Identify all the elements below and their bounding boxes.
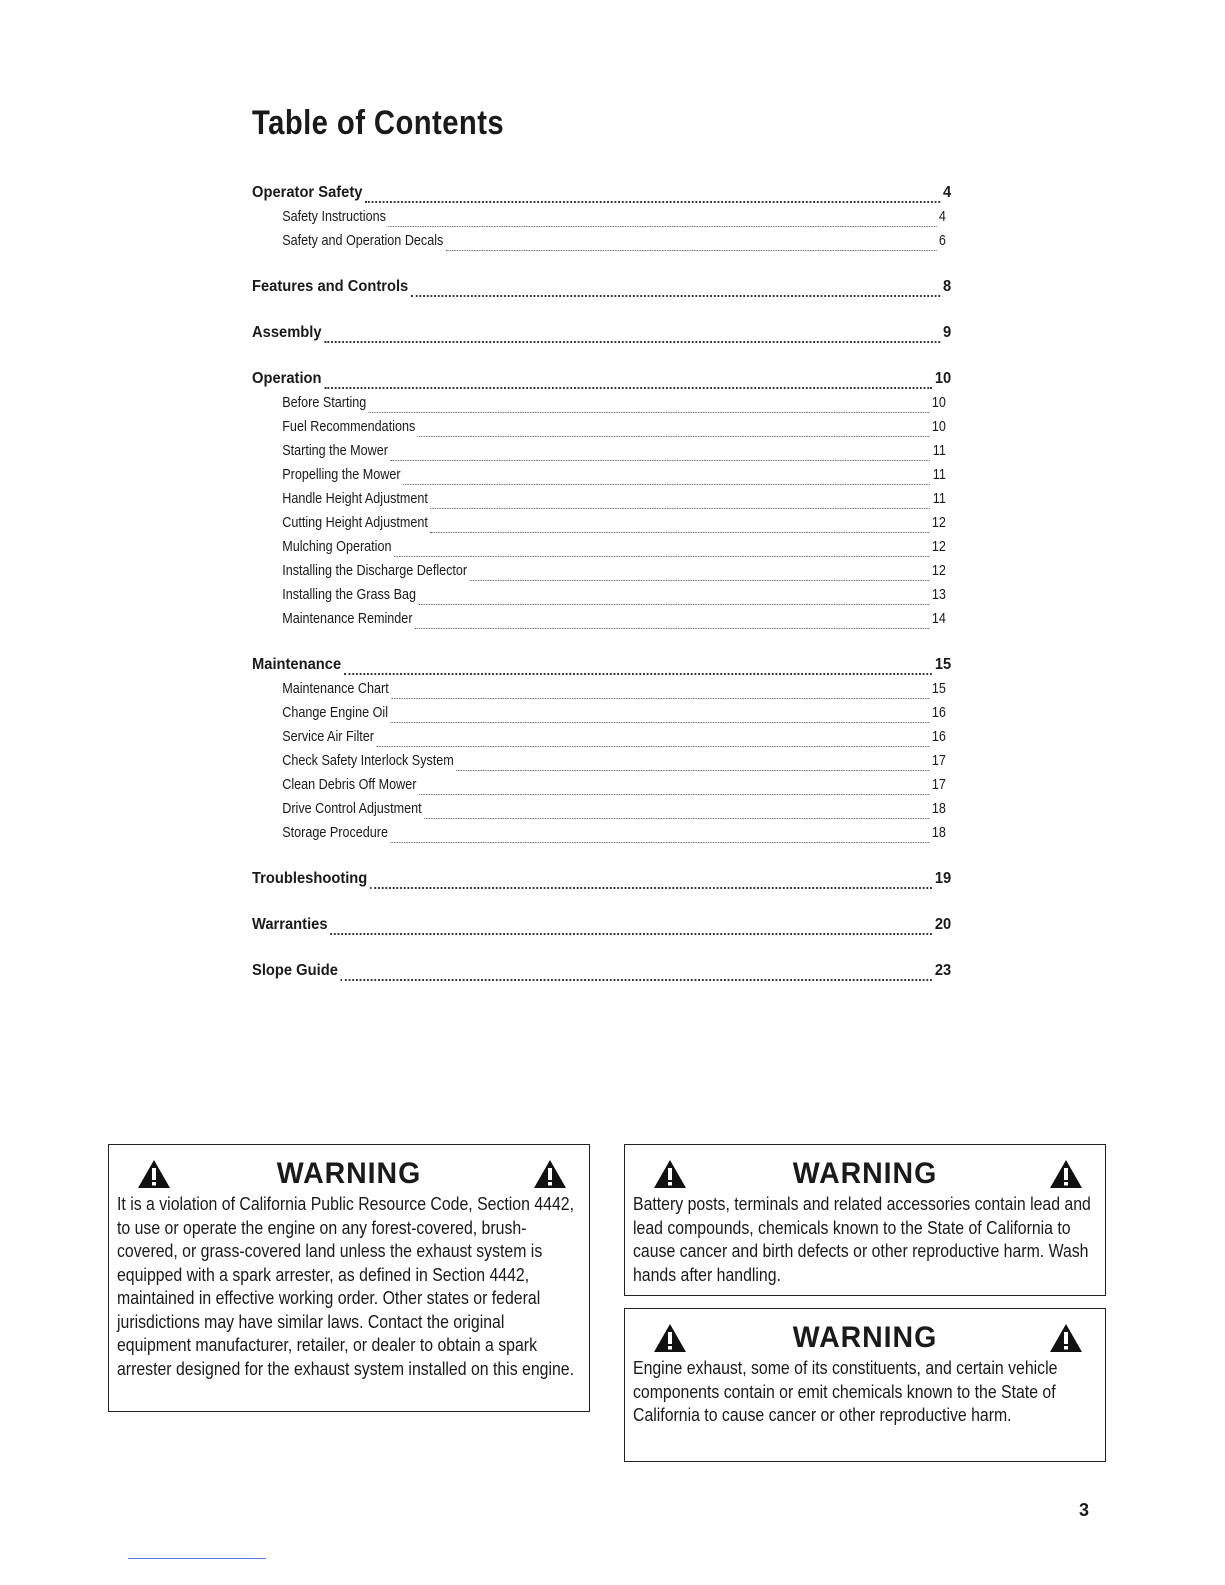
toc-subentry-page: 6	[938, 232, 946, 249]
toc-leader-dots	[419, 794, 929, 795]
toc-subentry-page: 10	[931, 394, 946, 411]
toc-subentry-label: Starting the Mower	[282, 442, 388, 459]
toc-subentry-page: 11	[932, 466, 946, 483]
warning-triangle-icon	[533, 1159, 567, 1189]
toc-subentry[interactable]	[252, 776, 946, 800]
warning-box-engine-exhaust	[624, 1308, 1106, 1462]
toc-subentry[interactable]	[252, 562, 946, 586]
toc-subentry-label: Mulching Operation	[282, 538, 392, 555]
toc-leader-dots	[430, 532, 929, 533]
toc-subentry[interactable]	[252, 586, 946, 610]
toc-entry-label: Features and Controls	[252, 278, 409, 295]
toc-subentry-label: Propelling the Mower	[282, 466, 401, 483]
toc-entry-page: 10	[934, 370, 952, 387]
toc-leader-dots	[365, 201, 940, 203]
toc-subentry-page: 12	[931, 514, 946, 531]
toc-leader-dots	[403, 484, 930, 485]
toc-subentry-label: Drive Control Adjustment	[282, 800, 422, 817]
toc-subentry-label: Safety and Operation Decals	[282, 232, 444, 249]
toc-leader-dots	[330, 933, 932, 935]
toc-leader-dots	[391, 460, 931, 461]
toc-subentry[interactable]	[252, 752, 946, 776]
toc-subentry[interactable]	[252, 610, 946, 634]
toc-subentry-label: Installing the Discharge Deflector	[282, 562, 468, 579]
footer-rule	[128, 1558, 266, 1559]
toc-subentry[interactable]	[252, 232, 946, 256]
toc-subentry[interactable]	[252, 728, 946, 752]
toc-section	[252, 962, 952, 986]
toc-leader-dots	[344, 673, 932, 675]
toc-subentry-page: 11	[932, 442, 946, 459]
toc-entry[interactable]	[252, 916, 951, 940]
toc-section	[252, 370, 952, 634]
toc-subentry[interactable]	[252, 514, 946, 538]
toc-section	[252, 870, 952, 894]
toc-subentry-page: 12	[931, 562, 946, 579]
toc-entry-page: 19	[934, 870, 952, 887]
toc-section	[252, 916, 952, 940]
toc-entry[interactable]	[252, 656, 951, 680]
warning-header	[633, 1151, 1097, 1193]
toc-subentry[interactable]	[252, 208, 946, 232]
toc-subentry[interactable]	[252, 538, 946, 562]
warning-title: WARNING	[792, 1321, 938, 1354]
toc-leader-dots	[415, 628, 929, 629]
toc-entry-page: 9	[943, 324, 952, 341]
warning-header	[633, 1315, 1097, 1357]
warning-triangle-icon	[1049, 1323, 1083, 1353]
toc-leader-dots	[446, 250, 936, 251]
toc-entry-page: 15	[934, 656, 952, 673]
toc-subentry-label: Change Engine Oil	[282, 704, 389, 721]
toc-section	[252, 656, 952, 848]
warning-header	[117, 1151, 581, 1193]
toc-subentry-page: 17	[931, 776, 946, 793]
toc-subentry-page: 18	[931, 800, 946, 817]
warning-box-battery	[624, 1144, 1106, 1296]
toc-subentry-page: 18	[931, 824, 946, 841]
toc-section	[252, 278, 952, 302]
toc-leader-dots	[411, 295, 940, 297]
toc-leader-dots	[324, 387, 932, 389]
toc-entry-label: Assembly	[252, 324, 322, 341]
toc-subentry-label: Cutting Height Adjustment	[282, 514, 428, 531]
toc-leader-dots	[324, 341, 940, 343]
toc-leader-dots	[391, 698, 929, 699]
toc-leader-dots	[394, 556, 929, 557]
toc-entry-label: Slope Guide	[252, 962, 338, 979]
toc-subentry[interactable]	[252, 442, 946, 466]
warning-triangle-icon	[1049, 1159, 1083, 1189]
toc-subentry[interactable]	[252, 466, 946, 490]
toc-subentry-page: 15	[931, 680, 946, 697]
toc-subentry[interactable]	[252, 800, 946, 824]
toc-subentry-label: Fuel Recommendations	[282, 418, 416, 435]
toc-entry-label: Troubleshooting	[252, 870, 368, 887]
toc-leader-dots	[424, 818, 929, 819]
toc-section	[252, 184, 952, 256]
toc-subentry[interactable]	[252, 680, 946, 704]
toc-subentry-page: 4	[938, 208, 946, 225]
toc-subentry-page: 12	[931, 538, 946, 555]
toc-subentry-label: Clean Debris Off Mower	[282, 776, 417, 793]
toc-subentry-label: Safety Instructions	[282, 208, 386, 225]
toc-entry-label: Maintenance	[252, 656, 342, 673]
toc-subentry-label: Service Air Filter	[282, 728, 374, 745]
toc-entry[interactable]	[252, 278, 951, 302]
toc-subentry-label: Maintenance Reminder	[282, 610, 413, 627]
toc-entry-label: Operator Safety	[252, 184, 363, 201]
toc-entry-label: Warranties	[252, 916, 328, 933]
toc-leader-dots	[418, 436, 929, 437]
toc-leader-dots	[376, 746, 929, 747]
toc-subentry-page: 14	[931, 610, 946, 627]
toc-subentry-label: Installing the Grass Bag	[282, 586, 417, 603]
toc-subentry[interactable]	[252, 394, 946, 418]
toc-leader-dots	[388, 226, 936, 227]
toc-leader-dots	[369, 412, 929, 413]
toc-entry[interactable]	[252, 962, 951, 986]
table-of-contents	[252, 184, 952, 1008]
toc-leader-dots	[419, 604, 930, 605]
toc-entry-label: Operation	[252, 370, 322, 387]
toc-leader-dots	[456, 770, 929, 771]
toc-entry-page: 23	[934, 962, 952, 979]
toc-leader-dots	[391, 722, 930, 723]
toc-leader-dots	[470, 580, 930, 581]
toc-entry[interactable]	[252, 370, 951, 394]
toc-subentry-label: Maintenance Chart	[282, 680, 389, 697]
toc-subentry-page: 17	[931, 752, 946, 769]
toc-subentry-page: 11	[932, 490, 946, 507]
toc-subentry[interactable]	[252, 824, 946, 848]
toc-entry[interactable]	[252, 870, 951, 894]
toc-entry[interactable]	[252, 324, 951, 348]
toc-subentry-page: 16	[931, 728, 946, 745]
warning-title: WARNING	[276, 1157, 422, 1190]
toc-leader-dots	[430, 508, 930, 509]
toc-subentry-label: Handle Height Adjustment	[282, 490, 428, 507]
page-number: 3	[1079, 1500, 1090, 1520]
toc-subentry[interactable]	[252, 490, 946, 514]
toc-subentry-label: Storage Procedure	[282, 824, 389, 841]
toc-subentry-label: Before Starting	[282, 394, 367, 411]
toc-entry[interactable]	[252, 184, 951, 208]
toc-subentry-label: Check Safety Interlock System	[282, 752, 454, 769]
toc-entry-page: 4	[943, 184, 952, 201]
toc-leader-dots	[370, 887, 932, 889]
toc-subentry-page: 10	[931, 418, 946, 435]
warning-text: It is a violation of California Public Resource Code, Section 4442, to use or operate the engine on any forest-covered, brush-covered, or grass-covered land unless the exhaust system is equipped with a spark arrester, as defined in Section 4442, maintained in effective working order. Other states or federal jurisdictions may have similar laws. Contact the original equipment manufacturer, retailer, or dealer to obtain a spark arrester designed for the exhaust system installed on this engine.	[117, 1194, 574, 1379]
toc-entry-page: 20	[934, 916, 952, 933]
toc-subentry[interactable]	[252, 418, 946, 442]
toc-subentry[interactable]	[252, 704, 946, 728]
warning-box-spark-arrester	[108, 1144, 590, 1412]
toc-leader-dots	[341, 979, 932, 981]
warning-text: Engine exhaust, some of its constituents, and certain vehicle components contain or emit chemicals known to the State of California to cause cancer or other reproductive harm.	[633, 1358, 1058, 1425]
toc-subentry-page: 13	[931, 586, 946, 603]
warning-title: WARNING	[792, 1157, 938, 1190]
toc-section	[252, 324, 952, 348]
page-title: Table of Contents	[252, 104, 505, 142]
toc-subentry-page: 16	[931, 704, 946, 721]
toc-entry-page: 8	[943, 278, 952, 295]
toc-leader-dots	[391, 842, 930, 843]
warning-text: Battery posts, terminals and related accessories contain lead and lead compounds, chemicals known to the State of California to cause cancer and birth defects or other reproductive harm. Wash hands after handling.	[633, 1194, 1091, 1285]
